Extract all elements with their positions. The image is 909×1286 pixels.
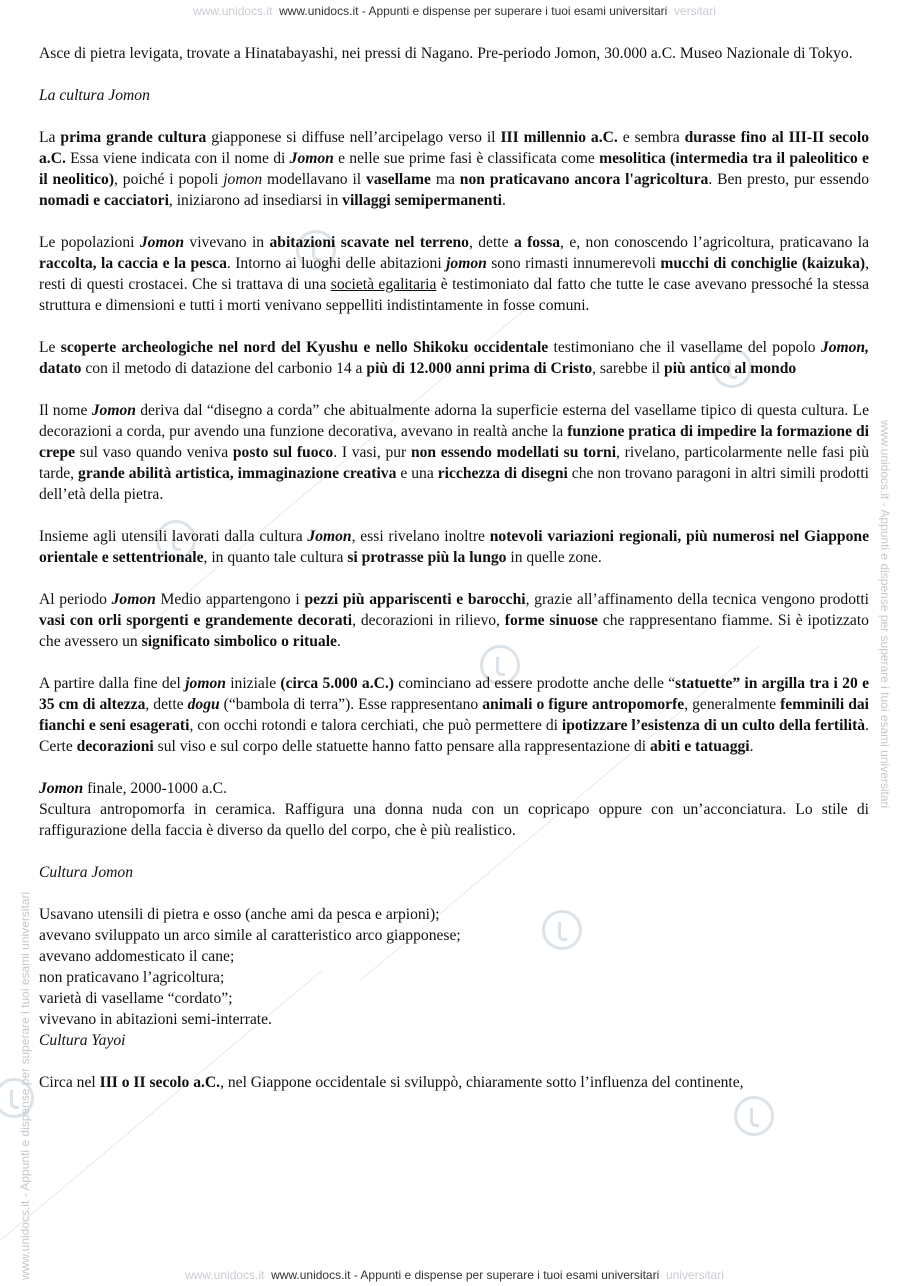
text: giapponese si diffuse nell’arcipelago verso il (206, 129, 501, 146)
bold-italic-text: dogu (187, 696, 220, 713)
text: con il metodo di datazione del carbonio 14 a (81, 360, 367, 377)
text: , nel Giappone occidentale si sviluppò, chiaramente sotto l’influenza del continente, (220, 1074, 744, 1091)
text: sul vaso quando veniva (75, 444, 233, 461)
bold-text: durasse fino al III-II secolo a.C. (39, 129, 869, 167)
header-ghost-left: www.unidocs.it (193, 4, 273, 18)
text: , generalmente (684, 696, 781, 713)
paragraph-9 (39, 778, 869, 841)
text: Circa nel (39, 1074, 100, 1091)
bold-text: vasellame (366, 171, 431, 188)
text: sul viso e sul corpo delle statuette hanno fatto pensare alla rappresentazione di (153, 738, 650, 755)
paragraph-2 (39, 127, 869, 211)
text: , iniziarono ad insediarsi in (168, 192, 343, 209)
section-heading-cultura-jomon (39, 862, 869, 883)
list-item: Usavano utensili di pietra e osso (anche ami da pesca e arpioni); (39, 906, 440, 923)
footer-link[interactable]: www.unidocs.it - Appunti e dispense per superare i tuoi esami universitari (271, 1268, 660, 1282)
text: in quelle zone. (506, 549, 602, 566)
text: A partire dalla fine del (39, 675, 186, 692)
bold-text: III o II secolo a.C. (99, 1074, 221, 1091)
list-item: avevano addomesticato il cane; (39, 948, 235, 965)
list-item: non praticavano l’agricoltura; (39, 969, 225, 986)
bold-text: notevoli variazioni regionali, più numerosi nel Giappone orientale e settentrionale (39, 528, 869, 566)
paragraph-4 (39, 337, 869, 379)
bold-text: si protrasse più la lungo (347, 549, 507, 566)
text: sono rimasti innumerevoli (486, 255, 661, 272)
text: , essi rivelano inoltre (351, 528, 490, 545)
document-body (39, 43, 869, 1114)
bold-text: decorazioni (76, 738, 154, 755)
bold-text: posto sul fuoco (232, 444, 334, 461)
text: , e, non conoscendo l’agricoltura, praticavano la (560, 234, 870, 251)
text: . (336, 633, 341, 650)
bold-text: non essendo modellati su torni (410, 444, 617, 461)
text: Essa viene indicata con il nome di (65, 150, 290, 167)
text: modellavano il (262, 171, 367, 188)
bold-text: femminili dai fianchi e seni esagerati (39, 696, 870, 734)
text: , in quanto tale cultura (203, 549, 348, 566)
footer-ghost-right: universitari (665, 1268, 724, 1282)
bold-text: abiti e tatuaggi (650, 738, 750, 755)
text: che rappresentano fiamme. Si è ipotizzato che avessero un (39, 612, 869, 650)
bold-text: animali o figure antropomorfe (482, 696, 685, 713)
text: , resti di questi crostacei. Che si trattava di una (39, 255, 869, 293)
paragraph-7 (39, 589, 869, 652)
text: cominciano ad essere prodotte anche delle “ (393, 675, 676, 692)
bold-text: non praticavano ancora l'agricoltura (459, 171, 709, 188)
text: . Ben presto, pur essendo (708, 171, 869, 188)
bold-text: vasi con orli sporgenti e grandemente decorati (39, 612, 353, 629)
bold-italic-text: Jomon (39, 780, 84, 797)
list-item: vivevano in abitazioni semi-interrate. (39, 1011, 272, 1028)
text: Le popolazioni (39, 234, 140, 251)
italic-text: jomon (223, 171, 263, 188)
text: che non trovano paragoni in altri simili prodotti dell’età della pietra. (39, 465, 869, 503)
text: finale, 2000-1000 a.C. (83, 780, 227, 797)
bold-text: mucchi di conchiglie (kaizuka) (660, 255, 866, 272)
header-link[interactable]: www.unidocs.it - Appunti e dispense per superare i tuoi esami universitari (279, 4, 668, 18)
bold-text: ricchezza di disegni (437, 465, 568, 482)
bold-text: III millennio a.C. (500, 129, 618, 146)
text: . (501, 192, 506, 209)
bold-text: statuette” in argilla tra i 20 e 35 cm di altezza (39, 675, 869, 713)
list-item: varietà di vasellame “cordato”; (39, 990, 233, 1007)
bold-italic-text: Jomon (111, 591, 156, 608)
bold-text: scoperte archeologiche nel nord del Kyushu e nello Shikoku occidentale (60, 339, 549, 356)
bold-italic-text: Jomon (91, 402, 136, 419)
text: , grazie all’affinamento della tecnica vengono prodotti (525, 591, 869, 608)
text: vivevano in (184, 234, 270, 251)
text: . Intorno ai luoghi delle abitazioni (226, 255, 447, 272)
bold-text: raccolta, la caccia e la pesca (39, 255, 227, 272)
text: . Certe (39, 717, 870, 755)
bold-italic-text: Jomon (307, 528, 352, 545)
heading-text: Cultura Jomon (39, 864, 133, 881)
text: Medio appartengono i (155, 591, 305, 608)
bold-text: ipotizzare l’esistenza di un culto della fertilità (561, 717, 866, 734)
bold-text: villaggi semipermanenti (342, 192, 502, 209)
bold-italic-text: Jomon (289, 150, 334, 167)
bold-text: forme sinuose (504, 612, 598, 629)
bold-text: nomadi e cacciatori (39, 192, 169, 209)
text: Scultura antropomorfa in ceramica. Raffigura una donna nuda con un copricapo oppure con un’acconciatura. Lo stile di raffigurazione della faccia è diverso da quello del corpo, che è più realistico. (39, 801, 869, 839)
section-heading-yayoi: Cultura Yayoi (39, 1032, 126, 1049)
text: , sarebbe il (592, 360, 665, 377)
text: (“bambola di terra”). Esse rappresentano (219, 696, 483, 713)
text: , decorazioni in rilievo, (352, 612, 505, 629)
text: e sembra (617, 129, 685, 146)
bold-text: pezzi più appariscenti e barocchi (304, 591, 526, 608)
heading-text: La cultura Jomon (39, 87, 150, 104)
side-watermark-left: www.unidocs.it - Appunti e dispense per superare i tuoi esami universitari (18, 891, 32, 1280)
text: e una (396, 465, 438, 482)
text: , dette (468, 234, 514, 251)
text: iniziale (225, 675, 281, 692)
side-watermark-right: www.unidocs.it - Appunti e dispense per superare i tuoi esami universitari (878, 420, 892, 809)
paragraph-8 (39, 673, 869, 757)
bold-text: funzione pratica di impedire la formazione di crepe (39, 423, 870, 461)
bold-italic-text: jomon (446, 255, 487, 272)
footer-banner (0, 1268, 909, 1282)
paragraph-3 (39, 232, 869, 316)
text: , rivelano, particolarmente nelle fasi più tarde, (39, 444, 870, 482)
underlined-text: società egalitaria (330, 276, 437, 293)
footer-ghost-left: www.unidocs.it (185, 1268, 265, 1282)
text: Insieme agli utensili lavorati dalla cultura (39, 528, 308, 545)
text: e nelle sue prime fasi è classificata come (333, 150, 600, 167)
bold-text: prima grande cultura (60, 129, 207, 146)
bold-text: grande abilità artistica, immaginazione creativa (78, 465, 397, 482)
paragraph-1 (39, 43, 869, 64)
bold-text: datato (39, 360, 82, 377)
text: , dette (145, 696, 188, 713)
header-ghost-right: versitari (673, 4, 716, 18)
text: è testimoniato dal fatto che tutte le case avevano pressoché la stessa struttura e dimensioni e tutti i morti venivano seppelliti indistintamente in fosse comuni. (39, 276, 869, 314)
text: deriva dal “disegno a corda” che abitualmente adorna la superficie esterna del vasellame tipico di questa cultura. Le decorazioni a corda, pur avendo una funzione decorativa, avevano in realtà anche la (39, 402, 869, 440)
text: ma (430, 171, 460, 188)
text: Le (39, 339, 61, 356)
paragraph-6 (39, 526, 869, 568)
list-item: avevano sviluppato un arco simile al caratteristico arco giapponese; (39, 927, 461, 944)
header-banner (0, 4, 909, 18)
text: Il nome (39, 402, 92, 419)
bold-italic-text: Jomon, (820, 339, 869, 356)
bold-italic-text: Jomon (139, 234, 185, 251)
text: , con occhi rotondi e talora cerchiati, che può permettere di (189, 717, 562, 734)
bold-text: significato simbolico o rituale (141, 633, 337, 650)
bold-italic-text: jomon (185, 675, 226, 692)
bold-text: (circa 5.000 a.C.) (280, 675, 394, 692)
paragraph-10 (39, 1072, 869, 1093)
text: . (749, 738, 754, 755)
section-heading-jomon (39, 85, 869, 106)
text: Al periodo (39, 591, 112, 608)
text: Asce di pietra levigata, trovate a Hinatabayashi, nei pressi di Nagano. Pre-periodo Jomon, 30.000 a.C. Museo Nazionale di Tokyo. (39, 45, 853, 62)
text: , poiché i popoli (114, 171, 224, 188)
bold-text: abitazioni scavate nel terreno (269, 234, 469, 251)
text: testimoniano che il vasellame del popolo (548, 339, 821, 356)
text: La (39, 129, 61, 146)
bold-text: più antico al mondo (664, 360, 797, 377)
feature-list (39, 904, 869, 1051)
bold-text: a fossa (513, 234, 561, 251)
bold-text: mesolitica (intermedia tra il paleolitico e il neolitico) (39, 150, 869, 188)
paragraph-5 (39, 400, 869, 505)
bold-text: più di 12.000 anni prima di Cristo (366, 360, 593, 377)
text: . I vasi, pur (333, 444, 411, 461)
